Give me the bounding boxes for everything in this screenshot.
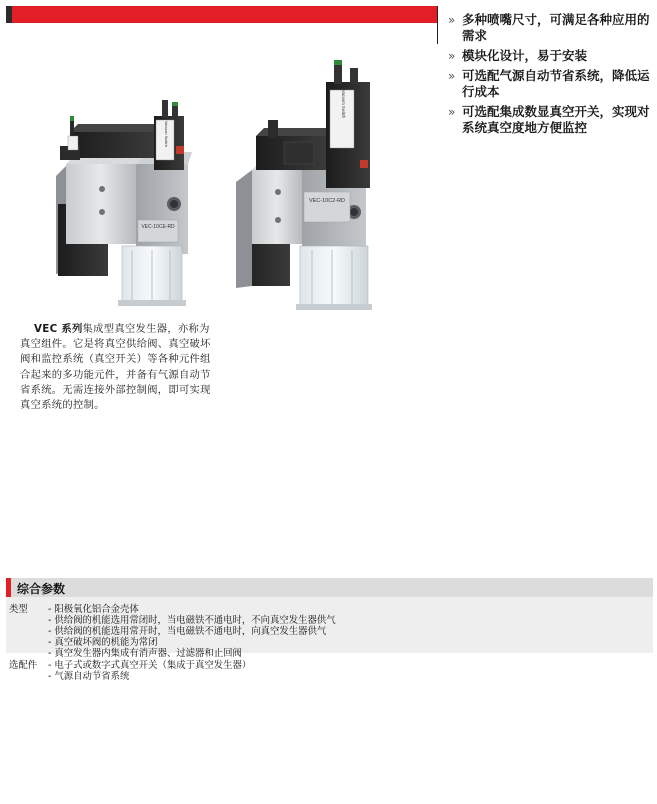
feature-item xyxy=(448,48,653,64)
feature-text: 多种喷嘴尺寸，可满足各种应用的需求 xyxy=(462,12,650,43)
section-header xyxy=(6,578,653,597)
type-item: - 供给阀的机能选用常闭时，当电磁铁不通电时，不向真空发生器供气 xyxy=(48,615,336,626)
product-left-model-label: VEC-10CE-RD xyxy=(141,224,175,230)
feature-item xyxy=(448,12,653,44)
feature-item xyxy=(448,68,653,100)
feature-list xyxy=(448,12,653,140)
section-title: 综合参数 xyxy=(17,582,66,596)
series-name: VEC 系列 xyxy=(34,323,83,335)
feature-text: 可选配气源自动节省系统，降低运行成本 xyxy=(462,68,650,99)
header-band-stub xyxy=(6,6,12,23)
product-right-switch-label: Vacuum Switch xyxy=(341,89,346,119)
feature-text: 模块化设计，易于安装 xyxy=(462,48,588,63)
product-left-switch-label: Vacuum Switch xyxy=(164,121,168,147)
chevron-right-icon: » xyxy=(448,13,456,27)
chevron-right-icon: » xyxy=(448,49,456,63)
type-item: - 阳极氧化铝合金壳体 xyxy=(48,604,139,615)
feature-text: 可选配集成数显真空开关，实现对系统真空度地方便监控 xyxy=(462,104,650,135)
product-photo xyxy=(6,24,436,316)
product-photo-svg xyxy=(6,24,436,316)
product-left xyxy=(56,100,192,306)
header-band xyxy=(6,6,438,23)
product-right xyxy=(236,60,372,310)
product-right-model-label: VEC-10C2-RD xyxy=(308,198,346,204)
section-accent-bar xyxy=(6,578,11,597)
intro-paragraph xyxy=(20,322,220,413)
chevron-right-icon: » xyxy=(448,105,456,119)
type-label: 类型 xyxy=(9,604,28,615)
type-item: - 真空破坏阀的机能为常闭 xyxy=(48,637,158,648)
type-item: - 供给阀的机能选用常开时，当电磁铁不通电时，向真空发生器供气 xyxy=(48,626,327,637)
options-label: 选配件 xyxy=(9,660,38,671)
feature-item xyxy=(448,104,653,136)
options-item: - 电子式或数字式真空开关（集成于真空发生器） xyxy=(48,660,252,671)
column-divider xyxy=(437,6,438,44)
options-item: - 气源自动节省系统 xyxy=(48,671,130,682)
chevron-right-icon: » xyxy=(448,69,456,83)
type-item: - 真空发生器内集成有消声器、过滤器和止回阀 xyxy=(48,648,242,659)
intro-text: 集成型真空发生器，亦称为真空组件。它是将真空供给阀、真空破坏阀和监控系统（真空开关）等各种元件组合起来的多功能元件，并备有气源自动节省系统。无需连接外部控制阀，即可实现真空系统的控制。 xyxy=(20,323,211,412)
